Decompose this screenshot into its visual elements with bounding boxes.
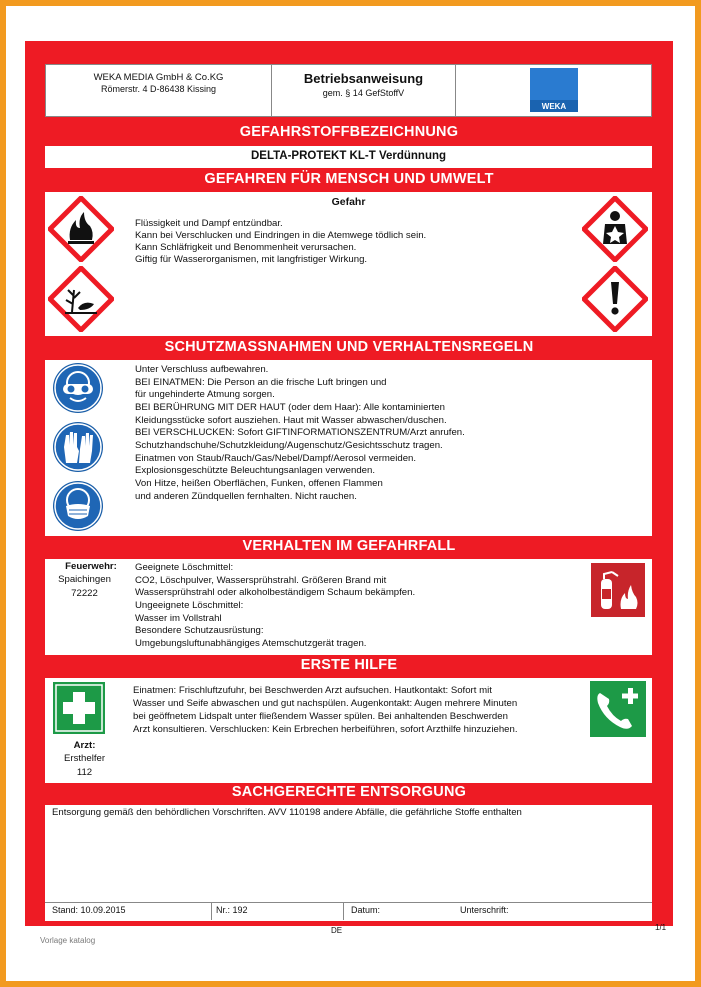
hazard-line: Kann Schläfrigkeit und Benommenheit verursachen. xyxy=(135,242,357,253)
doc-title: Betriebsanweisung xyxy=(303,71,424,86)
doctor-number: 112 xyxy=(76,767,93,778)
emergency-line: Wasser im Vollstrahl xyxy=(135,613,222,624)
gloves-icon xyxy=(52,421,104,473)
protection-line: Einatmen von Staub/Rauch/Gas/Nebel/Dampf/Aerosol vermeiden. xyxy=(135,453,417,464)
footer-country: DE xyxy=(331,926,343,935)
emergency-line: Ungeeignete Löschmittel: xyxy=(135,600,244,611)
protection-line: Von Hitze, heißen Oberflächen, Funken, offenen Flammen xyxy=(135,478,383,489)
protection-line: BEI VERSCHLUCKEN: Sofort GIFTINFORMATIONSZENTRUM/Arzt anrufen. xyxy=(135,427,465,438)
footer-datum: Datum: xyxy=(351,905,381,915)
hazards-title: GEFAHREN FÜR MENSCH UND UMWELT xyxy=(204,171,494,187)
doctor-label: Arzt: xyxy=(73,740,96,751)
footer-watermark: Vorlage katalog xyxy=(40,936,96,945)
footer-stand: Stand: 10.09.2015 xyxy=(52,905,126,915)
disposal-text: Entsorgung gemäß den behördlichen Vorschriften. AVV 110198 andere Abfälle, die gefährliche Stoffe enthalten xyxy=(52,807,522,818)
footer-nr: Nr.: 192 xyxy=(216,905,248,915)
footer-unterschrift: Unterschrift: xyxy=(460,905,509,915)
fire-label: Feuerwehr: xyxy=(65,561,117,572)
mask-icon xyxy=(52,480,104,532)
first-aid-icon xyxy=(53,682,105,734)
protection-line: BEI BERÜHRUNG MIT DER HAUT (oder dem Haar): Alle kontaminierten xyxy=(135,402,445,413)
hazard-line: Kann bei Verschlucken und Eindringen in die Atemwege tödlich sein. xyxy=(135,230,427,241)
protection-line: Kleidungsstücke sofort ausziehen. Haut mit Wasser abwaschen/duschen. xyxy=(135,415,447,426)
emergency-line: Wassersprühstrahl oder alkoholbeständigem Schaum bekämpfen. xyxy=(135,587,416,598)
emergency-line: Umgebungsluftunabhängiges Atemschutzgerät tragen. xyxy=(135,638,367,649)
doctor-name: Ersthelfer xyxy=(63,753,106,764)
product-name: DELTA-PROTEKT KL-T Verdünnung xyxy=(250,150,447,162)
emergency-line: Geeignete Löschmittel: xyxy=(135,562,234,573)
company-address: Römerstr. 4 D-86438 Kissing xyxy=(100,84,217,94)
emergency-line: Besondere Schutzausrüstung: xyxy=(135,625,264,636)
protection-line: BEI EINATMEN: Die Person an die frische Luft bringen und xyxy=(135,377,387,388)
weka-logo xyxy=(530,68,578,112)
first-aid-line: Wasser und Seife abwaschen und gut nachspülen. Augenkontakt: Augen mehrere Minuten xyxy=(133,698,518,709)
protection-line: Schutzhandschuhe/Schutzkleidung/Augenschutz/Gesichtsschutz tragen. xyxy=(135,440,443,451)
health-hazard-icon xyxy=(582,196,648,262)
exclamation-icon xyxy=(582,266,648,332)
hazard-line: Giftig für Wasserorganismen, mit langfristiger Wirkung. xyxy=(135,254,368,265)
emergency-title: VERHALTEN IM GEFAHRFALL xyxy=(242,538,456,554)
first-aid-line: Einatmen: Frischluftzufuhr, bei Beschwerden Arzt aufsuchen. Hautkontakt: Sofort mit xyxy=(133,685,492,696)
protection-line: Unter Verschluss aufbewahren. xyxy=(135,364,269,375)
protection-line: und anderen Zündquellen fernhalten. Nicht rauchen. xyxy=(135,491,357,502)
designation-title: GEFAHRSTOFFBEZEICHNUNG xyxy=(239,124,459,140)
goggles-icon xyxy=(52,362,104,414)
footer-box xyxy=(45,902,652,921)
fire-extinguisher-icon xyxy=(591,563,645,617)
protection-line: für ungehinderte Atmung sorgen. xyxy=(135,389,275,400)
protection-title: SCHUTZMASSNAHMEN UND VERHALTENSREGELN xyxy=(164,339,534,355)
doc-subtitle: gem. § 14 GefStoffV xyxy=(322,88,405,98)
company-name: WEKA MEDIA GmbH & Co.KG xyxy=(93,72,224,83)
first-aid-line: bei geöffnetem Lidspalt unter fließendem Wasser spülen. Bei anhaltenden Beschwerden xyxy=(133,711,508,722)
environment-icon xyxy=(48,266,114,332)
hazard-line: Flüssigkeit und Dampf entzündbar. xyxy=(135,218,283,229)
protection-line: Explosionsgeschützte Beleuchtungsanlagen verwenden. xyxy=(135,465,376,476)
emergency-line: CO2, Löschpulver, Wassersprühstrahl. Größeren Brand mit xyxy=(135,575,387,586)
fire-number: 72222 xyxy=(71,588,98,599)
fire-city: Spaichingen xyxy=(58,574,111,585)
flame-icon xyxy=(48,196,114,262)
disposal-title: SACHGERECHTE ENTSORGUNG xyxy=(231,784,467,800)
signal-word: Gefahr xyxy=(331,196,366,208)
first-aid-title: ERSTE HILFE xyxy=(300,657,398,673)
footer-page: 1/1 xyxy=(655,923,667,932)
svg-text:WEKA: WEKA xyxy=(541,102,567,111)
emergency-phone-icon xyxy=(590,681,646,737)
first-aid-line: Arzt konsultieren. Verschlucken: Kein Erbrechen herbeiführen, sofort Arzthilfe hinzuziehen. xyxy=(133,724,518,735)
